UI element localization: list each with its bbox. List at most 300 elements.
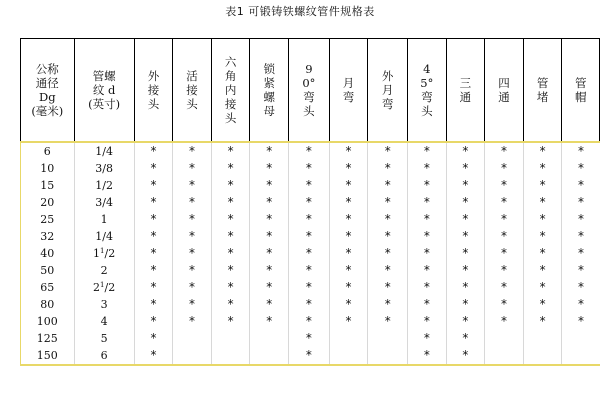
availability-cell bbox=[211, 245, 250, 262]
table-row bbox=[21, 177, 600, 194]
availability-cell bbox=[173, 160, 212, 177]
availability-cell bbox=[173, 330, 212, 347]
available-mark: * bbox=[305, 144, 313, 158]
table-row bbox=[21, 245, 600, 262]
available-mark: * bbox=[500, 144, 508, 158]
availability-cell bbox=[446, 160, 485, 177]
availability-cell bbox=[211, 313, 250, 330]
column-header-label: 公称 通径 Dg (毫米) bbox=[31, 62, 64, 118]
available-mark: * bbox=[423, 144, 431, 158]
available-mark: * bbox=[305, 161, 313, 175]
available-mark: * bbox=[423, 348, 431, 362]
availability-cell bbox=[289, 160, 330, 177]
available-mark: * bbox=[344, 229, 353, 243]
availability-cell bbox=[329, 279, 368, 296]
availability-cell bbox=[523, 160, 562, 177]
availability-cell bbox=[446, 228, 485, 245]
availability-cell bbox=[173, 313, 212, 330]
availability-cell bbox=[562, 296, 600, 313]
available-mark: * bbox=[227, 229, 235, 243]
available-mark: * bbox=[384, 280, 392, 294]
column-header-label: 月 弯 bbox=[342, 76, 355, 104]
availability-cell bbox=[329, 177, 368, 194]
availability-cell bbox=[173, 262, 212, 279]
available-mark: * bbox=[265, 314, 273, 328]
available-mark: * bbox=[188, 161, 196, 175]
nominal-diameter-cell: 125 bbox=[21, 330, 75, 347]
column-header-label: 管 帽 bbox=[574, 76, 587, 104]
column-header-label: 活 接 头 bbox=[186, 69, 198, 111]
availability-cell bbox=[329, 160, 368, 177]
availability-cell bbox=[134, 228, 173, 245]
availability-cell bbox=[446, 194, 485, 211]
availability-cell bbox=[289, 262, 330, 279]
availability-cell bbox=[211, 142, 250, 160]
table-row bbox=[21, 313, 600, 330]
column-header bbox=[74, 39, 134, 143]
available-mark: * bbox=[265, 144, 273, 158]
thread-size-cell: $2^1/2$ bbox=[74, 279, 134, 296]
available-mark: * bbox=[538, 161, 547, 175]
thread-size-cell: 1 bbox=[74, 211, 134, 228]
available-mark: * bbox=[500, 212, 508, 226]
table-row bbox=[21, 194, 600, 211]
available-mark: * bbox=[188, 178, 196, 192]
availability-cell bbox=[523, 245, 562, 262]
available-mark: * bbox=[384, 195, 392, 209]
availability-cell bbox=[250, 228, 289, 245]
available-mark: * bbox=[461, 263, 470, 277]
availability-cell bbox=[523, 330, 562, 347]
table-row bbox=[21, 142, 600, 160]
available-mark: * bbox=[227, 263, 235, 277]
availability-cell bbox=[211, 330, 250, 347]
availability-cell bbox=[173, 245, 212, 262]
thread-size-cell: 2 bbox=[74, 262, 134, 279]
availability-cell bbox=[289, 313, 330, 330]
available-mark: * bbox=[423, 297, 431, 311]
available-mark: * bbox=[227, 212, 235, 226]
column-header bbox=[134, 39, 173, 143]
available-mark: * bbox=[344, 246, 353, 260]
available-mark: * bbox=[344, 212, 353, 226]
availability-cell bbox=[446, 313, 485, 330]
nominal-diameter-cell: 100 bbox=[21, 313, 75, 330]
availability-cell bbox=[134, 313, 173, 330]
availability-cell bbox=[485, 228, 524, 245]
availability-cell bbox=[211, 347, 250, 365]
availability-cell bbox=[523, 211, 562, 228]
table-row bbox=[21, 211, 600, 228]
availability-cell bbox=[368, 313, 408, 330]
table-row bbox=[21, 228, 600, 245]
availability-cell bbox=[211, 296, 250, 313]
available-mark: * bbox=[227, 161, 235, 175]
available-mark: * bbox=[461, 161, 470, 175]
availability-cell bbox=[523, 194, 562, 211]
availability-cell bbox=[250, 279, 289, 296]
table-body bbox=[21, 142, 600, 365]
table-row bbox=[21, 296, 600, 313]
available-mark: * bbox=[149, 212, 158, 226]
availability-cell bbox=[446, 279, 485, 296]
available-mark: * bbox=[265, 280, 273, 294]
availability-cell bbox=[250, 177, 289, 194]
availability-cell bbox=[485, 160, 524, 177]
available-mark: * bbox=[305, 229, 313, 243]
availability-cell bbox=[368, 279, 408, 296]
thread-size-cell: 3/4 bbox=[74, 194, 134, 211]
availability-cell bbox=[562, 160, 600, 177]
availability-cell bbox=[289, 347, 330, 365]
available-mark: * bbox=[344, 144, 353, 158]
thread-size-cell: 1/4 bbox=[74, 228, 134, 245]
available-mark: * bbox=[577, 161, 585, 175]
thread-size-cell: 3/8 bbox=[74, 160, 134, 177]
available-mark: * bbox=[538, 144, 547, 158]
availability-cell bbox=[446, 211, 485, 228]
column-header-label: 外 接 头 bbox=[147, 69, 160, 111]
available-mark: * bbox=[500, 314, 508, 328]
availability-cell bbox=[562, 279, 600, 296]
fraction-numerator: 1 bbox=[100, 246, 105, 255]
column-header-label: 管螺 纹 d (英寸) bbox=[88, 69, 121, 111]
availability-cell bbox=[368, 177, 408, 194]
column-header bbox=[368, 39, 408, 143]
available-mark: * bbox=[461, 297, 470, 311]
available-mark: * bbox=[344, 263, 353, 277]
column-header-label: 管 堵 bbox=[536, 76, 549, 104]
thread-size-cell: 6 bbox=[74, 347, 134, 365]
availability-cell bbox=[562, 211, 600, 228]
available-mark: * bbox=[265, 212, 273, 226]
available-mark: * bbox=[461, 229, 470, 243]
available-mark: * bbox=[577, 195, 585, 209]
available-mark: * bbox=[577, 144, 585, 158]
thread-size-cell: 5 bbox=[74, 330, 134, 347]
column-header bbox=[173, 39, 212, 143]
availability-cell bbox=[173, 142, 212, 160]
availability-cell bbox=[134, 194, 173, 211]
available-mark: * bbox=[384, 229, 392, 243]
available-mark: * bbox=[384, 246, 392, 260]
available-mark: * bbox=[500, 297, 508, 311]
available-mark: * bbox=[384, 144, 392, 158]
column-header-label: 外 月 弯 bbox=[381, 69, 394, 111]
availability-cell bbox=[485, 347, 524, 365]
available-mark: * bbox=[149, 331, 158, 345]
availability-cell bbox=[211, 228, 250, 245]
available-mark: * bbox=[265, 297, 273, 311]
table-row bbox=[21, 279, 600, 296]
table-caption: 表1 可锻铸铁螺纹管件规格表 bbox=[225, 5, 375, 18]
available-mark: * bbox=[500, 246, 508, 260]
available-mark: * bbox=[344, 195, 353, 209]
availability-cell bbox=[408, 279, 447, 296]
available-mark: * bbox=[538, 195, 547, 209]
table-row bbox=[21, 347, 600, 365]
availability-cell bbox=[408, 160, 447, 177]
availability-cell bbox=[211, 211, 250, 228]
availability-cell bbox=[408, 211, 447, 228]
available-mark: * bbox=[423, 246, 431, 260]
available-mark: * bbox=[344, 161, 353, 175]
availability-cell bbox=[523, 296, 562, 313]
availability-cell bbox=[289, 245, 330, 262]
availability-cell bbox=[368, 142, 408, 160]
available-mark: * bbox=[265, 161, 273, 175]
availability-cell bbox=[523, 228, 562, 245]
available-mark: * bbox=[149, 161, 158, 175]
available-mark: * bbox=[384, 178, 392, 192]
availability-cell bbox=[211, 194, 250, 211]
available-mark: * bbox=[305, 178, 313, 192]
available-mark: * bbox=[423, 263, 431, 277]
availability-cell bbox=[250, 245, 289, 262]
available-mark: * bbox=[577, 212, 585, 226]
available-mark: * bbox=[538, 263, 547, 277]
available-mark: * bbox=[577, 314, 585, 328]
available-mark: * bbox=[500, 263, 508, 277]
availability-cell bbox=[408, 347, 447, 365]
available-mark: * bbox=[423, 229, 431, 243]
availability-cell bbox=[485, 313, 524, 330]
availability-cell bbox=[408, 330, 447, 347]
availability-cell bbox=[523, 177, 562, 194]
available-mark: * bbox=[305, 263, 313, 277]
available-mark: * bbox=[461, 348, 470, 362]
availability-cell bbox=[211, 177, 250, 194]
availability-cell bbox=[289, 211, 330, 228]
available-mark: * bbox=[538, 297, 547, 311]
availability-cell bbox=[134, 160, 173, 177]
available-mark: * bbox=[538, 229, 547, 243]
available-mark: * bbox=[344, 280, 353, 294]
availability-cell bbox=[134, 330, 173, 347]
availability-cell bbox=[134, 245, 173, 262]
availability-cell bbox=[368, 228, 408, 245]
available-mark: * bbox=[227, 246, 235, 260]
column-header bbox=[523, 39, 562, 143]
availability-cell bbox=[211, 262, 250, 279]
availability-cell bbox=[329, 262, 368, 279]
availability-cell bbox=[408, 296, 447, 313]
available-mark: * bbox=[265, 246, 273, 260]
thread-size-cell: 3 bbox=[74, 296, 134, 313]
availability-cell bbox=[329, 194, 368, 211]
availability-cell bbox=[250, 194, 289, 211]
available-mark: * bbox=[149, 297, 158, 311]
availability-cell bbox=[368, 296, 408, 313]
column-header bbox=[446, 39, 485, 143]
availability-cell bbox=[408, 262, 447, 279]
available-mark: * bbox=[500, 280, 508, 294]
availability-cell bbox=[446, 262, 485, 279]
available-mark: * bbox=[461, 331, 470, 345]
fittings-spec-table bbox=[20, 38, 600, 366]
availability-cell bbox=[446, 245, 485, 262]
thread-size-cell: 1/2 bbox=[74, 177, 134, 194]
column-header bbox=[250, 39, 289, 143]
availability-cell bbox=[446, 177, 485, 194]
availability-cell bbox=[329, 211, 368, 228]
available-mark: * bbox=[538, 246, 547, 260]
available-mark: * bbox=[423, 161, 431, 175]
available-mark: * bbox=[384, 314, 392, 328]
nominal-diameter-cell: 6 bbox=[21, 142, 75, 160]
table-row bbox=[21, 160, 600, 177]
available-mark: * bbox=[384, 161, 392, 175]
availability-cell bbox=[368, 245, 408, 262]
column-header-label: 六 角 内 接 头 bbox=[224, 55, 237, 125]
availability-cell bbox=[368, 160, 408, 177]
availability-cell bbox=[289, 177, 330, 194]
availability-cell bbox=[289, 142, 330, 160]
header-row bbox=[21, 39, 600, 143]
available-mark: * bbox=[188, 195, 196, 209]
availability-cell bbox=[289, 330, 330, 347]
available-mark: * bbox=[461, 314, 470, 328]
available-mark: * bbox=[149, 246, 158, 260]
available-mark: * bbox=[305, 246, 313, 260]
available-mark: * bbox=[577, 280, 585, 294]
table-row bbox=[21, 262, 600, 279]
thread-size-cell: 4 bbox=[74, 313, 134, 330]
nominal-diameter-cell: 65 bbox=[21, 279, 75, 296]
nominal-diameter-cell: 20 bbox=[21, 194, 75, 211]
availability-cell bbox=[446, 347, 485, 365]
available-mark: * bbox=[538, 178, 547, 192]
column-header-label: 三 通 bbox=[459, 76, 472, 104]
available-mark: * bbox=[500, 178, 508, 192]
available-mark: * bbox=[305, 280, 313, 294]
availability-cell bbox=[173, 347, 212, 365]
availability-cell bbox=[562, 347, 600, 365]
available-mark: * bbox=[149, 178, 158, 192]
available-mark: * bbox=[344, 178, 353, 192]
availability-cell bbox=[250, 160, 289, 177]
available-mark: * bbox=[305, 297, 313, 311]
column-header bbox=[21, 39, 75, 143]
availability-cell bbox=[134, 279, 173, 296]
available-mark: * bbox=[265, 195, 273, 209]
availability-cell bbox=[329, 296, 368, 313]
available-mark: * bbox=[461, 246, 470, 260]
availability-cell bbox=[523, 313, 562, 330]
availability-cell bbox=[408, 245, 447, 262]
availability-cell bbox=[523, 262, 562, 279]
availability-cell bbox=[562, 330, 600, 347]
available-mark: * bbox=[305, 331, 313, 345]
availability-cell bbox=[250, 330, 289, 347]
available-mark: * bbox=[149, 263, 158, 277]
column-header-label: 4 5° 弯 头 bbox=[420, 62, 434, 118]
availability-cell bbox=[173, 194, 212, 211]
available-mark: * bbox=[188, 212, 196, 226]
available-mark: * bbox=[344, 314, 353, 328]
fraction-numerator: 1 bbox=[100, 280, 105, 289]
availability-cell bbox=[211, 279, 250, 296]
availability-cell bbox=[134, 211, 173, 228]
column-header bbox=[562, 39, 600, 143]
nominal-diameter-cell: 150 bbox=[21, 347, 75, 365]
nominal-diameter-cell: 10 bbox=[21, 160, 75, 177]
availability-cell bbox=[562, 142, 600, 160]
column-header bbox=[211, 39, 250, 143]
availability-cell bbox=[523, 279, 562, 296]
nominal-diameter-cell: 15 bbox=[21, 177, 75, 194]
available-mark: * bbox=[461, 195, 470, 209]
availability-cell bbox=[134, 347, 173, 365]
availability-cell bbox=[173, 279, 212, 296]
available-mark: * bbox=[149, 195, 158, 209]
available-mark: * bbox=[538, 280, 547, 294]
availability-cell bbox=[485, 194, 524, 211]
available-mark: * bbox=[227, 297, 235, 311]
availability-cell bbox=[523, 142, 562, 160]
availability-cell bbox=[250, 142, 289, 160]
availability-cell bbox=[485, 330, 524, 347]
column-header-label: 四 通 bbox=[498, 76, 510, 104]
column-header bbox=[408, 39, 447, 143]
availability-cell bbox=[485, 262, 524, 279]
available-mark: * bbox=[188, 297, 196, 311]
availability-cell bbox=[485, 142, 524, 160]
availability-cell bbox=[446, 296, 485, 313]
available-mark: * bbox=[423, 331, 431, 345]
availability-cell bbox=[408, 228, 447, 245]
availability-cell bbox=[485, 177, 524, 194]
available-mark: * bbox=[423, 195, 431, 209]
nominal-diameter-cell: 50 bbox=[21, 262, 75, 279]
availability-cell bbox=[408, 177, 447, 194]
availability-cell bbox=[250, 347, 289, 365]
availability-cell bbox=[134, 262, 173, 279]
availability-cell bbox=[250, 313, 289, 330]
availability-cell bbox=[562, 262, 600, 279]
availability-cell bbox=[134, 177, 173, 194]
availability-cell bbox=[134, 296, 173, 313]
available-mark: * bbox=[344, 297, 353, 311]
spec-table-container bbox=[20, 38, 600, 366]
column-header-label: 锁 紧 螺 母 bbox=[263, 62, 275, 118]
available-mark: * bbox=[577, 246, 585, 260]
availability-cell bbox=[562, 228, 600, 245]
availability-cell bbox=[368, 262, 408, 279]
availability-cell bbox=[329, 313, 368, 330]
available-mark: * bbox=[149, 314, 158, 328]
availability-cell bbox=[329, 228, 368, 245]
column-header bbox=[329, 39, 368, 143]
available-mark: * bbox=[227, 178, 235, 192]
available-mark: * bbox=[305, 348, 313, 362]
availability-cell bbox=[134, 142, 173, 160]
available-mark: * bbox=[500, 161, 508, 175]
available-mark: * bbox=[423, 314, 431, 328]
availability-cell bbox=[173, 177, 212, 194]
column-header-label: 9 0° 弯 头 bbox=[302, 62, 316, 118]
availability-cell bbox=[485, 211, 524, 228]
availability-cell bbox=[329, 347, 368, 365]
available-mark: * bbox=[265, 178, 273, 192]
table-row bbox=[21, 330, 600, 347]
availability-cell bbox=[368, 211, 408, 228]
available-mark: * bbox=[384, 297, 392, 311]
available-mark: * bbox=[227, 144, 235, 158]
available-mark: * bbox=[305, 314, 313, 328]
availability-cell bbox=[289, 296, 330, 313]
availability-cell bbox=[485, 279, 524, 296]
